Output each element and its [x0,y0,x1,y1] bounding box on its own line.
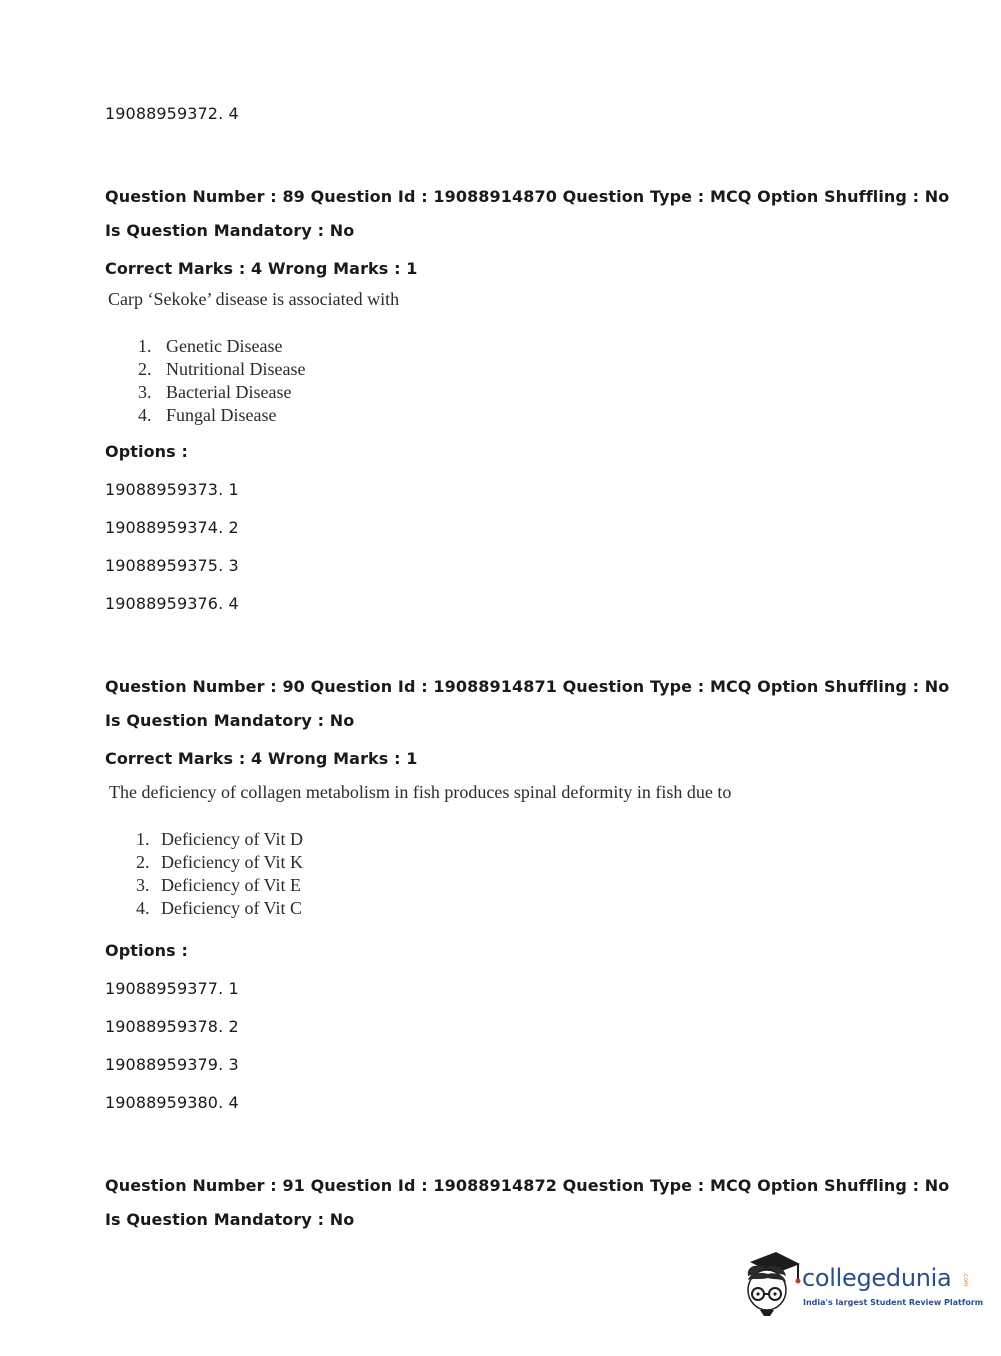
question-stem: The deficiency of collagen metabolism in fish produces spinal deformity in fish due to [109,782,732,802]
question-marks: Correct Marks : 4 Wrong Marks : 1 [105,259,418,278]
choice-item: 1. Genetic Disease [138,336,283,356]
option-item: 19088959373. 1 [105,480,239,499]
choice-item: 2. Nutritional Disease [138,359,306,379]
option-item: 19088959374. 2 [105,518,239,537]
question-mandatory: Is Question Mandatory : No [105,1210,355,1229]
option-item: 19088959375. 3 [105,556,239,575]
question-header: Question Number : 89 Question Id : 19088914870 Question Type : MCQ Option Shuffling : No [105,187,950,206]
question-mandatory: Is Question Mandatory : No [105,711,355,730]
option-item: 19088959377. 1 [105,979,239,998]
question-choices [136,828,303,920]
choice-item: 3. Deficiency of Vit E [136,875,302,895]
question-stem: Carp ‘Sekoke’ disease is associated with [108,289,400,309]
question-mandatory: Is Question Mandatory : No [105,221,355,240]
question-header: Question Number : 90 Question Id : 19088914871 Question Type : MCQ Option Shuffling : No [105,677,950,696]
question-marks: Correct Marks : 4 Wrong Marks : 1 [105,749,418,768]
choice-item: 4. Deficiency of Vit C [136,898,303,918]
choice-item: 1. Deficiency of Vit D [136,829,304,849]
option-item: 19088959376. 4 [105,594,239,613]
option-item: 19088959372. 4 [105,104,239,123]
question-choices [138,335,305,427]
option-item: 19088959379. 3 [105,1055,239,1074]
question-header: Question Number : 91 Question Id : 19088914872 Question Type : MCQ Option Shuffling : No [105,1176,950,1195]
logo-domain-suffix: .com [962,1272,969,1287]
logo-tagline: India's largest Student Review Platform [803,1298,984,1307]
option-item: 19088959378. 2 [105,1017,239,1036]
options-label: Options : [105,941,188,960]
options-label: Options : [105,442,188,461]
choice-item: 4. Fungal Disease [138,405,277,425]
mascot-icon [740,1250,802,1320]
choice-item: 3. Bacterial Disease [138,382,292,402]
choice-item: 2. Deficiency of Vit K [136,852,304,872]
logo-wordmark: collegedunia [802,1264,952,1292]
collegedunia-logo[interactable] [740,1250,984,1320]
option-item: 19088959380. 4 [105,1093,239,1112]
